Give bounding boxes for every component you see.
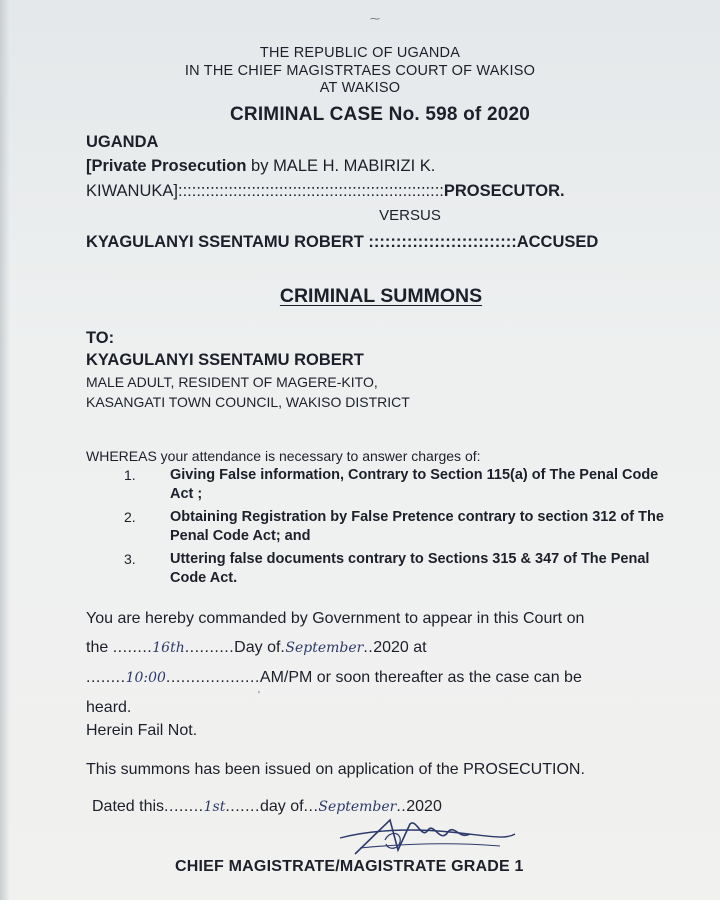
dots: ... [303, 798, 319, 815]
case-number: CRIMINAL CASE No. 598 of 2020 [229, 104, 531, 125]
charge-item [124, 466, 684, 504]
herein-fail-not: Herein Fail Not. [86, 722, 198, 739]
dots: ................... [165, 669, 260, 686]
command-line3 [86, 663, 686, 693]
private-prosecution-line [86, 157, 435, 176]
handwritten-dated-month: September [318, 799, 397, 815]
prosecutor-name: by MALE H. MABIRIZI K. [246, 157, 436, 175]
private-prosecution-label: [Private Prosecution [86, 157, 247, 175]
charge-text: Giving False information, Contrary to Section 115(a) of The Penal Code Act ; [170, 467, 659, 502]
addressee-name: KYAGULANYI SSENTAMU ROBERT [86, 351, 364, 369]
charge-number: 3. [124, 551, 136, 567]
signatory-title: CHIEF MAGISTRATE/MAGISTRATE GRADE 1 [175, 858, 524, 875]
dots: .......... [184, 639, 235, 656]
dots: ........ [86, 669, 126, 686]
command-day-of: Day of [234, 639, 281, 656]
command-ampm: AM/PM or soon thereafter as the case can be [259, 669, 582, 686]
magistrate-signature [330, 810, 520, 862]
dated-year: 2020 [406, 798, 442, 815]
charge-item [124, 508, 684, 546]
document-title: CRIMINAL SUMMONS [279, 285, 483, 307]
handwritten-month: September [285, 640, 364, 656]
dots: ........ [164, 798, 204, 815]
header-republic: THE REPUBLIC OF UGANDA [259, 45, 461, 61]
handwritten-time: 10:00 [125, 670, 166, 686]
handwritten-day: 16th [152, 640, 185, 656]
accused-role: ACCUSED [516, 233, 599, 251]
prosecutor-dots: :::::::::::::::::::::::::::::::::::::::::::::::::::::::::: [177, 182, 444, 200]
dots: . [280, 639, 286, 656]
charge-text: Uttering false documents contrary to Sections 315 & 347 of The Penal Code Act. [170, 551, 650, 586]
charge-number: 2. [124, 509, 136, 525]
prosecutor-role: PROSECUTOR. [443, 182, 565, 200]
dots: ....... [225, 798, 260, 815]
dots: .. [396, 798, 407, 815]
charge-number: 1. [124, 467, 136, 483]
court-header [0, 45, 720, 98]
addressee-address-line2: KASANGATI TOWN COUNCIL, WAKISO DISTRICT [86, 394, 410, 410]
command-line2 [86, 633, 686, 663]
to-label: TO: [86, 329, 115, 347]
dots: ........ [112, 639, 153, 656]
addressee-address-line1: MALE ADULT, RESIDENT OF MAGERE-KITO, [86, 374, 378, 390]
dated-prefix: Dated this [92, 798, 165, 815]
charge-item [124, 550, 684, 588]
charge-text: Obtaining Registration by False Pretence contrary to section 312 of The Penal Code Act; and [170, 509, 664, 544]
header-location: AT WAKISO [319, 80, 401, 96]
prosecutor-name-end: KIWANUKA] [86, 182, 178, 200]
dated-day-of: day of [259, 798, 304, 815]
accused-name: KYAGULANYI SSENTAMU ROBERT [86, 233, 369, 251]
command-year: 2020 at [373, 639, 427, 656]
charges-list [124, 466, 684, 592]
command-the: the [86, 639, 113, 656]
command-paragraph [86, 604, 686, 722]
accused-line [86, 233, 598, 252]
accused-dots: ::::::::::::::::::::::::::: [368, 233, 517, 251]
versus-label: VERSUS [379, 207, 441, 224]
issued-on-application: This summons has been issued on application of the PROSECUTION. [86, 761, 585, 778]
plaintiff-name: UGANDA [86, 133, 159, 151]
speck-mark: ⁓ [370, 14, 380, 25]
handwritten-dated-day: 1st [203, 799, 226, 815]
speck-mark: ' [258, 690, 260, 701]
prosecutor-line [86, 182, 565, 201]
command-heard: heard. [86, 699, 132, 716]
whereas-clause: WHEREAS your attendance is necessary to answer charges of: [86, 448, 481, 464]
dots: .. [363, 639, 374, 656]
command-line1: You are hereby commanded by Government to appear in this Court on [86, 610, 585, 627]
header-court: IN THE CHIEF MAGISTRTAES COURT OF WAKISO [184, 62, 536, 79]
